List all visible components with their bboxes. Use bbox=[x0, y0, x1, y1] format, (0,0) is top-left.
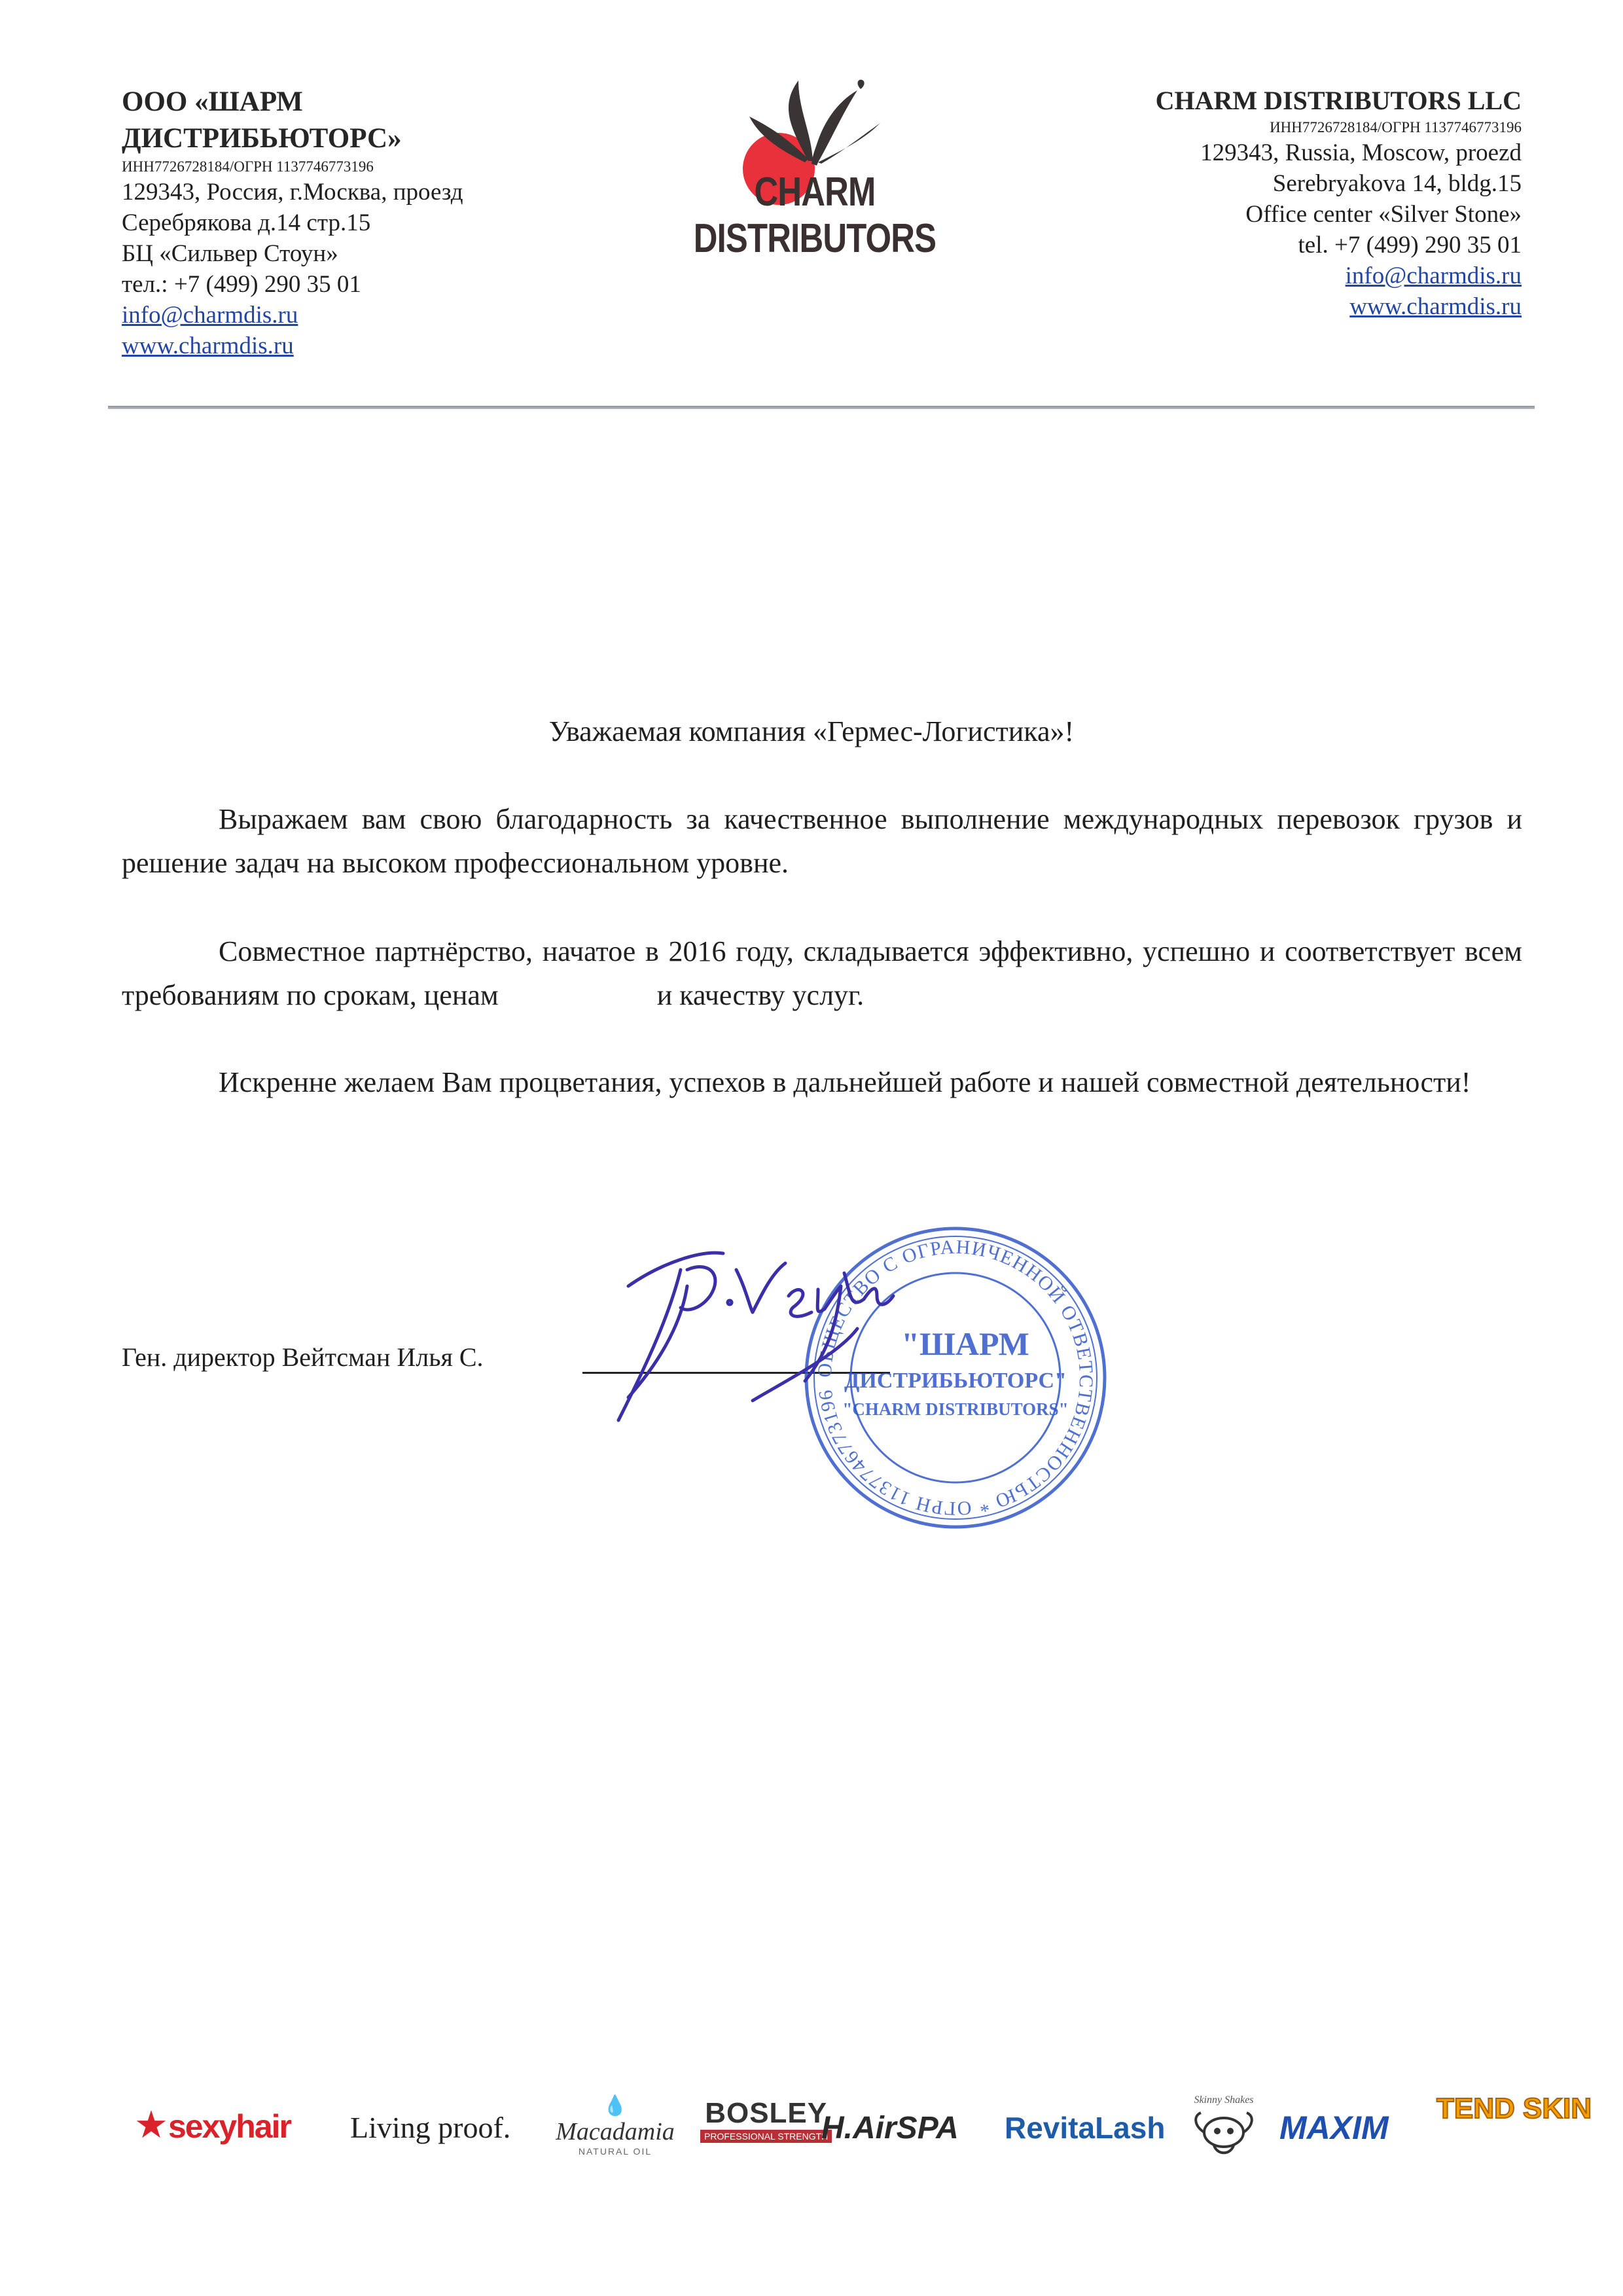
address-line-2-en: Serebryakova 14, bldg.15 bbox=[1272, 170, 1522, 197]
letterhead-left bbox=[122, 84, 554, 361]
brand-bosley-logo: BOSLEY PROFESSIONAL STRENGTH bbox=[700, 2097, 832, 2143]
partner-brands-strip bbox=[134, 2092, 1592, 2166]
brand-tend-skin-logo: TEND SKIN bbox=[1436, 2092, 1592, 2125]
star-icon: ★ bbox=[134, 2104, 168, 2146]
letter-paragraph-1: Выражаем вам свою благодарность за качественное выполнение международных перевозок грузов и решение задач на высоком профессиональном уровне. bbox=[122, 803, 1522, 879]
registration-ru: ИНН7726728184/ОГРН 1137746773196 bbox=[122, 158, 374, 175]
email-link-ru[interactable]: info@charmdis.ru bbox=[122, 302, 298, 329]
office-ru: БЦ «Сильвер Стоун» bbox=[122, 240, 338, 267]
stamp-line-3: "CHARM DISTRIBUTORS" bbox=[842, 1399, 1069, 1419]
registration-en: ИНН7726728184/ОГРН 1137746773196 bbox=[1270, 119, 1522, 135]
brand-skinny-shakes-logo: Skinny Shakes bbox=[1175, 2094, 1273, 2162]
email-link-en[interactable]: info@charmdis.ru bbox=[1345, 262, 1522, 289]
logo-text: CHARM DISTRIBUTORS bbox=[693, 170, 936, 261]
brand-sexyhair-logo: ★sexyhair bbox=[134, 2104, 291, 2146]
brand-revitalash-logo: RevitaLash bbox=[1005, 2111, 1166, 2145]
letter-greeting: Уважаемая компания «Гермес-Логистика»! bbox=[548, 715, 1075, 747]
ornament-icon bbox=[1188, 2106, 1260, 2159]
letter-paragraph-3: Искренне желаем Вам процветания, успехов в дальнейшей работе и нашей совместной деятельности! bbox=[219, 1066, 1471, 1098]
phone-en: tel. +7 (499) 290 35 01 bbox=[1298, 232, 1522, 259]
address-line-2-ru: Серебрякова д.14 стр.15 bbox=[122, 209, 371, 236]
stamp-line-1: "ШАРМ bbox=[901, 1325, 1029, 1362]
company-name-en: CHARM DISTRIBUTORS LLC bbox=[1155, 86, 1522, 115]
stamp-line-2: ДИСТРИБЬЮТОРС" bbox=[844, 1369, 1067, 1393]
handwritten-signature bbox=[589, 1224, 903, 1433]
letter-paragraph-2: Совместное партнёрство, начатое в 2016 году, складывается эффективно, успешно и соответствует всем требованиям по срокам, ценам и качеству услуг. bbox=[122, 935, 1529, 1011]
stamp-ring-text: ОБЩЕСТВО С ОГРАНИЧЕННОЙ ОТВЕТСТВЕННОСТЬЮ * ОГРН 1137746773196 bbox=[813, 1236, 1097, 1520]
address-line-1-ru: 129343, Россия, г.Москва, проезд bbox=[122, 179, 463, 206]
brand-hairspa-logo: H.AirSPA bbox=[821, 2111, 959, 2145]
brand-macadamia-logo: 💧 Macadamia NATURAL OIL bbox=[543, 2094, 687, 2157]
signatory-label: Ген. директор Вейтсман Илья С. bbox=[122, 1342, 484, 1372]
brand-maxim-logo: MAXIM bbox=[1279, 2109, 1389, 2146]
office-en: Office center «Silver Stone» bbox=[1245, 201, 1522, 228]
brand-living-proof-logo: Living proof. bbox=[350, 2111, 511, 2144]
company-name-ru: ООО «ШАРМ ДИСТРИБЬЮТОРС» bbox=[122, 86, 402, 154]
web-link-ru[interactable]: www.charmdis.ru bbox=[122, 332, 294, 359]
drop-icon: 💧 bbox=[603, 2095, 628, 2117]
letterhead-right bbox=[1050, 84, 1522, 322]
web-link-en[interactable]: www.charmdis.ru bbox=[1349, 293, 1522, 320]
address-line-1-en: 129343, Russia, Moscow, proezd bbox=[1200, 139, 1522, 166]
phone-ru: тел.: +7 (499) 290 35 01 bbox=[122, 271, 361, 298]
header-divider bbox=[108, 406, 1535, 409]
